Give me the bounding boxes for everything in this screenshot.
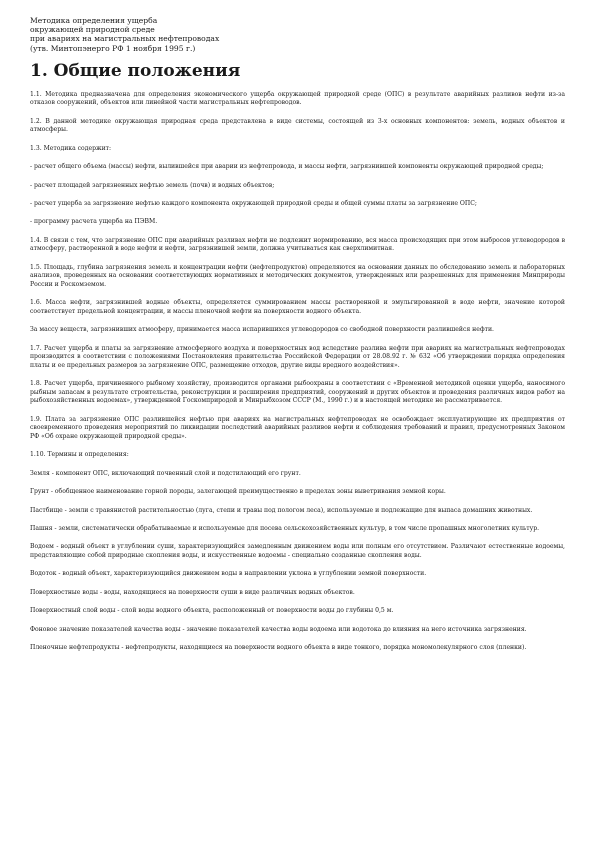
header-line: (утв. Минтопэнерго РФ 1 ноября 1995 г.) bbox=[30, 43, 196, 53]
paragraph: Грунт - обобщенное наименование горной породы, залегающей преимущественно в пределах зоны выветривания земной коры. bbox=[30, 488, 446, 496]
paragraph: - расчет общего объема (массы) нефти, вылившейся при аварии из нефтепровода, и массы нефти, загрязнившей компоненты окружающей природной среды; bbox=[30, 163, 544, 171]
paragraph: Поверхностные воды - воды, находящиеся на поверхности суши в виде различных водных объектов. bbox=[30, 588, 355, 596]
document-header bbox=[30, 16, 565, 53]
paragraph: Поверхностный слой воды - слой воды водного объекта, расположенный от поверхности воды до глубины 0,5 м. bbox=[30, 607, 394, 615]
paragraph: Пашня - земли, систематически обрабатываемые и используемые для посева сельскохозяйственных культур, в том числе пропашных многолетних культур. bbox=[30, 524, 540, 532]
paragraph: 1.3. Методика содержит: bbox=[30, 144, 112, 152]
paragraph: 1.9. Плата за загрязнение ОПС разлившейся нефтью при авариях на магистральных нефтепроводах не освобождает эксплуатирующие их предприятия от своевременного проведения мероприятий по ликвидации последствий аварийных разливов нефти и соблюдения требований и правил, предусмотренных Законом РФ «Об охране окружающей природной среды». bbox=[30, 415, 565, 441]
paragraph: 1.8. Расчет ущерба, причиненного рыбному хозяйству, производится органами рыбоохраны в соответствии с «Временной методикой оценки ущерба, наносимого рыбным запасам в результате строительства, реконструкции и расширения предприятий, сооружений и других объектов и проведения различных видов работ на рыбохозяйственных водоемах», утвержденной Госкомприродой и Минрыбхозом СССР (М., 1990 г.) и в настоящей методике не рассматривается. bbox=[30, 380, 565, 405]
paragraph: - расчет ущерба за загрязнение нефтью каждого компонента окружающей природной среды и общей суммы платы за загрязнение ОПС; bbox=[30, 199, 477, 207]
paragraph: За массу веществ, загрязнивших атмосферу, принимается масса испарившихся углеводородов со свободной поверхности разлившейся нефти. bbox=[30, 326, 494, 334]
paragraph: 1.7. Расчет ущерба и платы за загрязнение атмосферного воздуха и поверхностных вод вследствие разлива нефти при авариях на магистральных нефтепроводах производится в соответствии с положениями Постановления правительства Российской Федерации от 28.08.92 г. № 632 «Об утверждении порядка определения платы и ее предельных размеров за загрязнение ОПС, размещение отходов, другие виды вредного воздействия». bbox=[30, 344, 565, 369]
section-title: 1. Общие положения bbox=[30, 60, 241, 81]
paragraph: - программу расчета ущерба на ПЭВМ. bbox=[30, 218, 158, 226]
document-body bbox=[30, 91, 565, 653]
paragraph: - расчет площадей загрязненных нефтью земель (почв) и водных объектов; bbox=[30, 181, 275, 189]
paragraph: Водоем - водный объект в углублении суши, характеризующийся замедленным движением воды или полным его отсутствием. Различают естественные водоемы, представляющие собой природные скопления воды, и искусственные водоемы - специально созданные скопления воды. bbox=[30, 543, 565, 559]
paragraph: Водоток - водный объект, характеризующийся движением воды в направлении уклона в углублении земной поверхности. bbox=[30, 570, 427, 578]
header-line: при авариях на магистральных нефтепроводах bbox=[30, 34, 220, 44]
paragraph: Пленочные нефтепродукты - нефтепродукты, находящиеся на поверхности водного объекта в виде тонкого, порядка мономолекулярного слоя (пленки). bbox=[30, 643, 527, 651]
paragraph: 1.4. В связи с тем, что загрязнение ОПС при аварийных разливах нефти не подлежит нормированию, вся масса происходящих при этом выбросов углеводородов в атмосферу, растворенной в воде нефти и нефти, загрязнившей земли, должна учитываться как сверхлимитная. bbox=[30, 236, 565, 253]
paragraph: Фоновое значение показателей качества воды - значение показателей качества воды водоема или водотока до влияния на него источника загрязнения. bbox=[30, 625, 527, 633]
header-line: Методика определения ущерба bbox=[30, 16, 158, 25]
paragraph: 1.5. Площадь, глубина загрязнения земель и концентрации нефти (нефтепродуктов) определяются на основании данных по обследованию земель и лабораторных анализов, проведенных на основании соответствующих нормативных и методических документов, утвержденных или разрешенных для применения Минприроды России и Роскомземом. bbox=[30, 263, 565, 288]
paragraph: 1.10. Термины и определения: bbox=[30, 451, 129, 459]
header-line: окружающей природной среде bbox=[30, 25, 155, 35]
paragraph: 1.6. Масса нефти, загрязнившей водные объекты, определяется суммированием массы растворенной и эмульгированной в воде нефти, значение которой соответствует предельной концентрации, и массы пленочной нефти на поверхности водного объекта. bbox=[30, 299, 565, 315]
paragraph: 1.2. В данной методике окружающая природная среда представлена в виде системы, состоящей из 3-х основных компонентов: земель, водных объектов и атмосферы. bbox=[30, 117, 565, 134]
paragraph: Земля - компонент ОПС, включающий почвенный слой и подстилающий его грунт. bbox=[30, 469, 301, 477]
paragraph: 1.1. Методика предназначена для определения экономического ущерба окружающей природной среде (ОПС) в результате аварийных разливов нефти из-за отказов сооружений, объектов или линейной части магистральных нефтепроводов. bbox=[30, 90, 565, 107]
paragraph: Пастбище - земли с травянистой растительностью (луга, степи и травы под пологом леса), используемые и подлежащие для выпаса домашних животных. bbox=[30, 506, 533, 514]
